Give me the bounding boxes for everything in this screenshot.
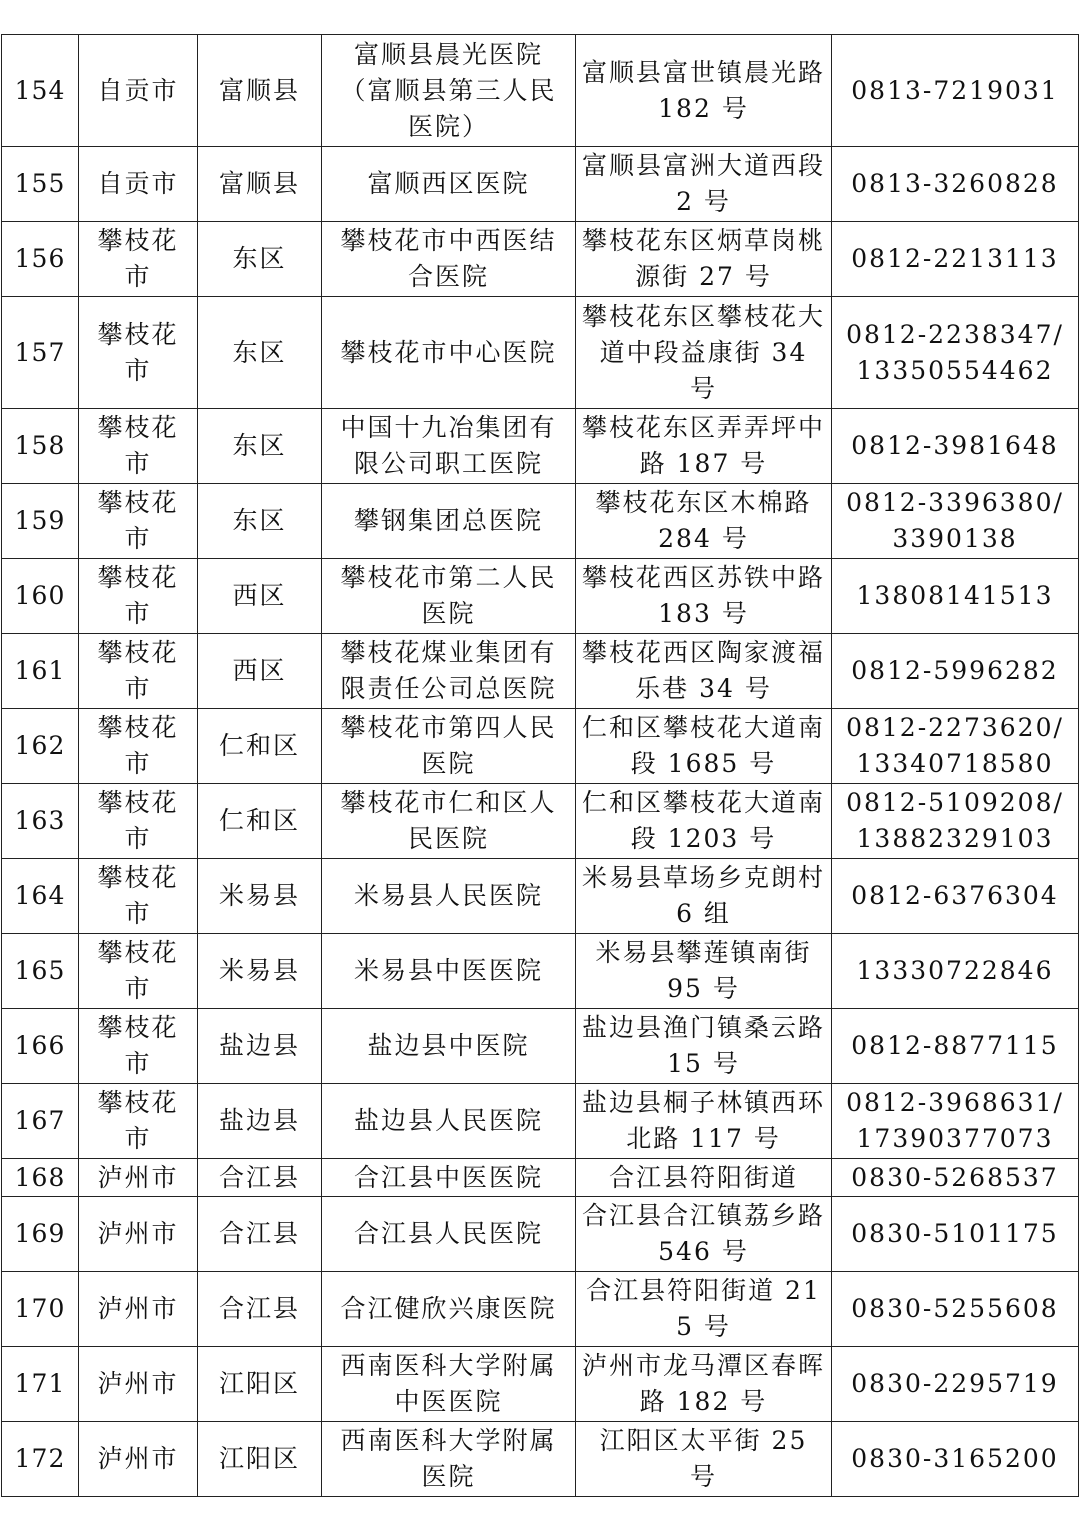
county-cell: 富顺县 — [198, 147, 322, 222]
hospital-name-cell: 攀枝花市中心医院 — [322, 297, 576, 409]
phone-cell: 0812-8877115 — [832, 1009, 1079, 1084]
address-cell: 仁和区攀枝花大道南段 1203 号 — [576, 784, 832, 859]
city-cell: 自贡市 — [79, 35, 198, 147]
address-cell: 合江县合江镇荔乡路 546 号 — [576, 1197, 832, 1272]
county-cell: 仁和区 — [198, 784, 322, 859]
county-cell: 合江县 — [198, 1272, 322, 1347]
city-cell: 泸州市 — [79, 1159, 198, 1197]
row-number: 167 — [2, 1084, 79, 1159]
address-cell: 合江县符阳街道 — [576, 1159, 832, 1197]
phone-cell: 0812-3981648 — [832, 409, 1079, 484]
city-cell: 泸州市 — [79, 1272, 198, 1347]
row-number: 157 — [2, 297, 79, 409]
address-cell: 江阳区太平街 25 号 — [576, 1422, 832, 1497]
city-cell: 攀枝花市 — [79, 409, 198, 484]
address-cell: 攀枝花东区木棉路 284 号 — [576, 484, 832, 559]
city-cell: 泸州市 — [79, 1347, 198, 1422]
table-row — [2, 222, 1079, 297]
phone-cell: 0812-6376304 — [832, 859, 1079, 934]
hospital-name-cell: 富顺西区医院 — [322, 147, 576, 222]
county-cell: 合江县 — [198, 1197, 322, 1272]
city-cell: 攀枝花市 — [79, 934, 198, 1009]
county-cell: 米易县 — [198, 934, 322, 1009]
hospital-name-cell: 攀枝花市第四人民医院 — [322, 709, 576, 784]
row-number: 159 — [2, 484, 79, 559]
phone-cell: 0830-3165200 — [832, 1422, 1079, 1497]
hospital-name-cell: 合江健欣兴康医院 — [322, 1272, 576, 1347]
row-number: 158 — [2, 409, 79, 484]
county-cell: 东区 — [198, 409, 322, 484]
table-row — [2, 1009, 1079, 1084]
row-number: 160 — [2, 559, 79, 634]
county-cell: 富顺县 — [198, 35, 322, 147]
county-cell: 东区 — [198, 484, 322, 559]
row-number: 171 — [2, 1347, 79, 1422]
address-cell: 攀枝花西区苏铁中路 183 号 — [576, 559, 832, 634]
hospital-name-cell: 米易县中医医院 — [322, 934, 576, 1009]
address-cell: 合江县符阳街道 215 号 — [576, 1272, 832, 1347]
table-row — [2, 784, 1079, 859]
city-cell: 攀枝花市 — [79, 1084, 198, 1159]
phone-cell: 0812-2238347/13350554462 — [832, 297, 1079, 409]
city-cell: 泸州市 — [79, 1197, 198, 1272]
address-cell: 泸州市龙马潭区春晖路 182 号 — [576, 1347, 832, 1422]
city-cell: 攀枝花市 — [79, 709, 198, 784]
phone-cell: 0813-7219031 — [832, 35, 1079, 147]
county-cell: 合江县 — [198, 1159, 322, 1197]
table-row — [2, 297, 1079, 409]
hospital-name-cell: 富顺县晨光医院（富顺县第三人民医院） — [322, 35, 576, 147]
row-number: 166 — [2, 1009, 79, 1084]
address-cell: 仁和区攀枝花大道南段 1685 号 — [576, 709, 832, 784]
table-row — [2, 1422, 1079, 1497]
hospital-name-cell: 攀枝花市仁和区人民医院 — [322, 784, 576, 859]
county-cell: 仁和区 — [198, 709, 322, 784]
hospital-name-cell: 米易县人民医院 — [322, 859, 576, 934]
phone-cell: 0812-3396380/3390138 — [832, 484, 1079, 559]
hospital-name-cell: 攀枝花市第二人民医院 — [322, 559, 576, 634]
table-row — [2, 559, 1079, 634]
county-cell: 西区 — [198, 559, 322, 634]
address-cell: 攀枝花东区弄弄坪中路 187 号 — [576, 409, 832, 484]
table-row — [2, 1159, 1079, 1197]
hospital-name-cell: 西南医科大学附属中医医院 — [322, 1347, 576, 1422]
table-row — [2, 1347, 1079, 1422]
county-cell: 米易县 — [198, 859, 322, 934]
row-number: 165 — [2, 934, 79, 1009]
county-cell: 江阳区 — [198, 1347, 322, 1422]
address-cell: 攀枝花东区攀枝花大道中段益康街 34 号 — [576, 297, 832, 409]
phone-cell: 13330722846 — [832, 934, 1079, 1009]
county-cell: 西区 — [198, 634, 322, 709]
city-cell: 攀枝花市 — [79, 222, 198, 297]
table-row — [2, 1272, 1079, 1347]
county-cell: 江阳区 — [198, 1422, 322, 1497]
row-number: 168 — [2, 1159, 79, 1197]
hospital-name-cell: 盐边县人民医院 — [322, 1084, 576, 1159]
table-row — [2, 409, 1079, 484]
city-cell: 自贡市 — [79, 147, 198, 222]
phone-cell: 0812-3968631/17390377073 — [832, 1084, 1079, 1159]
row-number: 154 — [2, 35, 79, 147]
table-row — [2, 1197, 1079, 1272]
address-cell: 盐边县桐子林镇西环北路 117 号 — [576, 1084, 832, 1159]
city-cell: 攀枝花市 — [79, 859, 198, 934]
phone-cell: 0812-2213113 — [832, 222, 1079, 297]
address-cell: 攀枝花东区炳草岗桃源街 27 号 — [576, 222, 832, 297]
city-cell: 泸州市 — [79, 1422, 198, 1497]
hospital-name-cell: 攀枝花煤业集团有限责任公司总医院 — [322, 634, 576, 709]
hospital-name-cell: 合江县中医医院 — [322, 1159, 576, 1197]
phone-cell: 0812-5109208/13882329103 — [832, 784, 1079, 859]
phone-cell: 0812-2273620/13340718580 — [832, 709, 1079, 784]
hospital-name-cell: 西南医科大学附属医院 — [322, 1422, 576, 1497]
table-row — [2, 934, 1079, 1009]
row-number: 172 — [2, 1422, 79, 1497]
row-number: 156 — [2, 222, 79, 297]
row-number: 163 — [2, 784, 79, 859]
hospital-name-cell: 攀枝花市中西医结合医院 — [322, 222, 576, 297]
phone-cell: 0812-5996282 — [832, 634, 1079, 709]
address-cell: 富顺县富洲大道西段 2 号 — [576, 147, 832, 222]
address-cell: 盐边县渔门镇桑云路 15 号 — [576, 1009, 832, 1084]
hospital-name-cell: 盐边县中医院 — [322, 1009, 576, 1084]
phone-cell: 0830-5255608 — [832, 1272, 1079, 1347]
city-cell: 攀枝花市 — [79, 1009, 198, 1084]
county-cell: 盐边县 — [198, 1084, 322, 1159]
county-cell: 东区 — [198, 222, 322, 297]
address-cell: 富顺县富世镇晨光路 182 号 — [576, 35, 832, 147]
row-number: 170 — [2, 1272, 79, 1347]
row-number: 155 — [2, 147, 79, 222]
address-cell: 米易县草场乡克朗村 6 组 — [576, 859, 832, 934]
hospital-name-cell: 合江县人民医院 — [322, 1197, 576, 1272]
table-row — [2, 709, 1079, 784]
row-number: 161 — [2, 634, 79, 709]
table-row — [2, 147, 1079, 222]
phone-cell: 0830-2295719 — [832, 1347, 1079, 1422]
table-row — [2, 484, 1079, 559]
city-cell: 攀枝花市 — [79, 784, 198, 859]
hospital-table-body — [2, 35, 1079, 1497]
table-row — [2, 35, 1079, 147]
city-cell: 攀枝花市 — [79, 634, 198, 709]
phone-cell: 0830-5101175 — [832, 1197, 1079, 1272]
row-number: 164 — [2, 859, 79, 934]
city-cell: 攀枝花市 — [79, 484, 198, 559]
county-cell: 盐边县 — [198, 1009, 322, 1084]
hospital-name-cell: 中国十九冶集团有限公司职工医院 — [322, 409, 576, 484]
table-row — [2, 634, 1079, 709]
hospital-name-cell: 攀钢集团总医院 — [322, 484, 576, 559]
phone-cell: 13808141513 — [832, 559, 1079, 634]
city-cell: 攀枝花市 — [79, 559, 198, 634]
phone-cell: 0830-5268537 — [832, 1159, 1079, 1197]
city-cell: 攀枝花市 — [79, 297, 198, 409]
table-row — [2, 1084, 1079, 1159]
county-cell: 东区 — [198, 297, 322, 409]
address-cell: 米易县攀莲镇南街 95 号 — [576, 934, 832, 1009]
address-cell: 攀枝花西区陶家渡福乐巷 34 号 — [576, 634, 832, 709]
table-row — [2, 859, 1079, 934]
row-number: 162 — [2, 709, 79, 784]
row-number: 169 — [2, 1197, 79, 1272]
hospital-table — [1, 34, 1079, 1497]
phone-cell: 0813-3260828 — [832, 147, 1079, 222]
